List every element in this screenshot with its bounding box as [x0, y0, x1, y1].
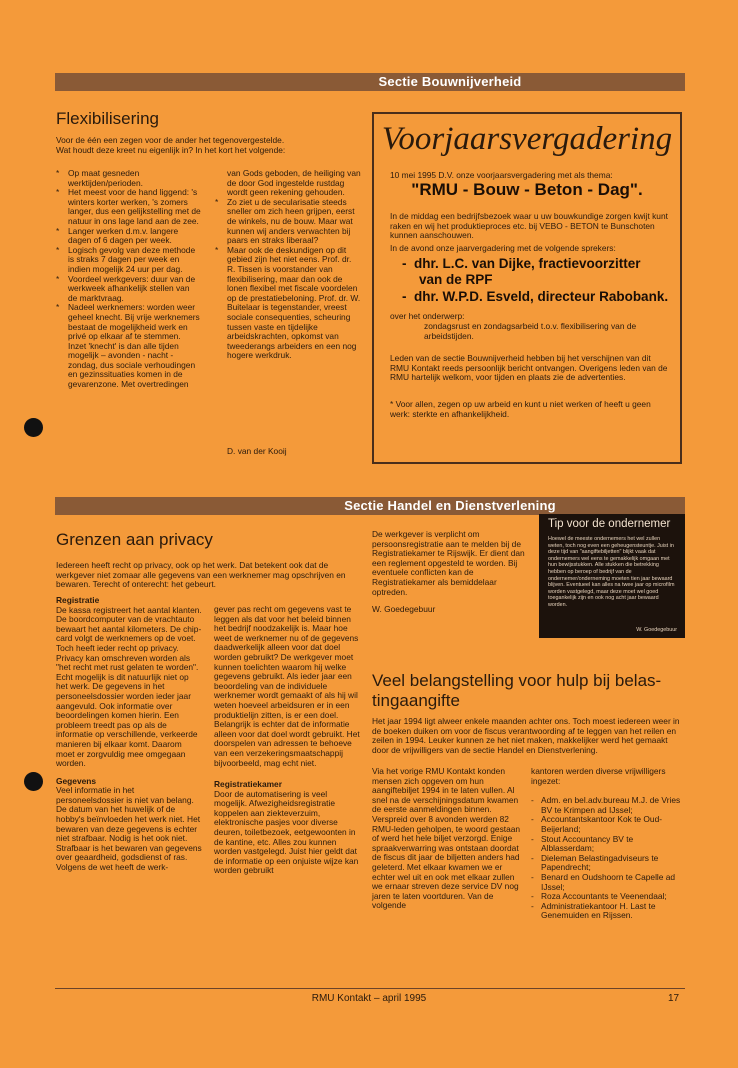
list-item: * Maar ook de deskundigen op dit gebied zijn het niet eens. Prof. dr. R. Tissen is voorstander van flexibilisering, maar dan ook de lonen flexibel met fiscale voordelen op de prestatiebeloning. Prof. dr. W. Buitelaar is tegenstander, vreest sociale consequenties, scheuring tussen vaste en tijdelijke arbeidskrachten, opkomst van tweederangs arbeiders en een nog hogere werkdruk.	[215, 246, 361, 361]
footer-title: RMU Kontakt – april 1995	[311, 993, 427, 1004]
belasting-column-2	[531, 767, 683, 921]
list-item: - Dieleman Belastingadviseurs te Papendrecht;	[531, 854, 683, 873]
voorjaar-avond: In de avond onze jaarvergadering met de volgende sprekers:	[390, 243, 616, 253]
list-item: - Stout Accountancy BV te Alblasserdam;	[531, 835, 683, 854]
privacy-column-3	[372, 530, 532, 615]
speaker-line: - dhr. W.P.D. Esveld, directeur Rabobank.	[402, 289, 669, 304]
privacy-intro: Iedereen heeft recht op privacy, ook op het werk. Dat betekent ook dat de werkgever niet zomaar alle gegevens van een werknemer mag opschrijven en bewaren. Terecht of onterecht: het gebeurt.	[56, 560, 346, 590]
flex-intro-line: Voor de één een zegen voor de ander het tegenovergestelde.	[56, 135, 285, 145]
paragraph: gever pas recht om gegevens vast te leggen als dat voor het beleid binnen het bedrijf noodzakelijk is. Maar hoe weet de werknemer nu of de gegevens daadwerkelijk alleen voor dat doel worden gebruikt? De werkgever moet kunnen toelichten waarom hij welke gegevens gebruikt. Als ieder jaar een beoordeling van de individuele werknemer wordt gemaakt of als hij wil weten hoeveel arbeidsuren er in een produktielijn zitten, is er een doel. Belangrijk is echter dat de informatie alleen voor dat doel wordt gebruikt. Het doorspelen van adressen te behoeve van een verzekeringsmaatschappij bijvoorbeeld, mag echt niet.	[214, 604, 360, 768]
slogan-text: Voor allen, zegen op uw arbeid en kunt u niet werken of heeft u geen werk: sterkte en afhankelijkheid.	[390, 399, 651, 419]
voorjaarsvergadering-box	[372, 112, 682, 464]
speaker-line: - dhr. L.C. van Dijke, fractievoorzitter	[402, 256, 641, 271]
voorjaarsvergadering-title: Voorjaarsvergadering	[381, 121, 673, 157]
voorjaar-middag: In de middag een bedrijfsbezoek waar u uw bouwkundige zorgen kwijt kunt raken en wij het produktieproces etc. bij VEBO - BETON te Bunschoten kunnen aanschouwen.	[390, 211, 668, 241]
article-title-privacy: Grenzen aan privacy	[56, 530, 213, 549]
list-item: * Nadeel werknemers: worden weer geheel knecht. Bij vrije werknemers bestaat de mogelijkheid werk en privé op elkaar af te stemmen. Inzet 'knecht' is dan alle tijden mogelijk – avonden - nacht - zondag, dus sociale verhoudingen en gezinssituaties komen in de gevarenzone. Met overtredingen	[56, 303, 201, 389]
punch-hole	[24, 772, 43, 791]
list-item: - Administratiekantoor H. Last te Genemuiden en Rijssen.	[531, 902, 683, 921]
article-title-belasting	[372, 671, 684, 711]
voorjaar-theme: "RMU - Bouw - Beton - Dag".	[411, 180, 643, 199]
belasting-intro: Het jaar 1994 ligt alweer enkele maanden achter ons. Toch moest iedereen weer in de boeken duiken om voor de fiscus verantwoording af te leggen van het reilen en zeilen in 1994. Leuker kunnen ze het niet maken, makkelijker werd het gemaakt door de vrijwilligers van de sectie Handel en Dienstverlening.	[372, 716, 680, 755]
title-line: tingaangifte	[372, 691, 460, 710]
paragraph: kantoren werden diverse vrijwilligers ingezet:	[531, 766, 666, 786]
speaker-name: dhr. L.C. van Dijke, fractievoorzitter	[414, 256, 641, 271]
list-item: - Accountantskantoor Kok te Oud-Beijerland;	[531, 815, 683, 834]
list-item: - Roza Accountants te Veenendaal;	[531, 892, 683, 902]
tip-box	[539, 514, 685, 638]
privacy-column-2	[214, 605, 360, 876]
section-title: Sectie Bouwnijverheid	[378, 74, 522, 89]
voorjaar-slogan: * Voor allen, zegen op uw arbeid en kunt u niet werken of heeft u geen werk: sterkte en afhankelijkheid.	[390, 399, 651, 419]
speaker-line: van de RPF	[419, 272, 493, 287]
voorjaar-leden: Leden van de sectie Bouwnijverheid hebben bij het verschijnen van dit RMU Kontakt reeds persoonlijk bericht ontvangen. Overigens leden van de RMU hartelijk welkom, voor tijden en plaats zie de advertenties.	[390, 353, 668, 383]
flex-intro-line: Wat houdt deze kreet nu eigenlijk in? In het kort het volgende:	[56, 144, 286, 155]
list-item: * Langer werken d.m.v. langere dagen of 6 dagen per week.	[56, 227, 201, 246]
tip-body: Hoewel de meeste ondernemers het wel zullen weten, toch nog even een geheugensteuntje. Juist in deze tijd van "aangiftebiljetten" blijkt vaak dat ondernemers wel eens te gemakkelijk omgaan met hun bewijsstukken. Alle stukken die betrekking hebben op beroep of bedrijf van de ondernemer/onderneming moeten tien jaar bewaard blijven. Eventueel kan alles na twee jaar op microfilm worden vastgelegd, maar deze moet wel goed toegankelijk zijn en ook nog acht jaar bewaard worden.	[548, 536, 675, 608]
article-title-flexibilisering: Flexibilisering	[56, 109, 159, 128]
list-item: * Het meest voor de hand liggend: 's winters korter werken, 's zomers langer, dus een gelijkstelling met de natuur in ons lage land aan de zee.	[56, 188, 201, 226]
paragraph: De werkgever is verplicht om persoonsregistratie aan te melden bij de Registratiekamer te Rijswijk. Er dient dan een reglement opgesteld te worden. Bij eventuele conflicten kan de Registratiekamer als bemiddelaar optreden.	[372, 529, 525, 597]
flex-column-1	[56, 169, 201, 390]
section-title: Sectie Handel en Dienstverlening	[344, 498, 556, 513]
paragraph: Echt mogelijk is dit natuurlijk niet op het werk. De gegevens in het personeelsdossier worden ieder jaar aangevuld. Ook informatie over beoordelingen komen hierin. Een probleem treedt pas op als de informatie op verschillende, verkeerde manieren bij elkaar komt. Daarom moet er zorgvuldig mee omgegaan worden.	[56, 671, 198, 769]
list-item: * Voordeel werkgevers: duur van de werkweek afhankelijk stellen van de marktvraag.	[56, 275, 201, 304]
onderwerp-text: zondagsrust en zondagsarbeid t.o.v. flexibilisering van de arbeidstijden.	[424, 321, 637, 341]
voorjaar-intro: 10 mei 1995 D.V. onze voorjaarsvergadering met als thema:	[390, 170, 613, 180]
flex-intro	[56, 136, 361, 155]
speaker-name: dhr. W.P.D. Esveld, directeur Rabobank.	[414, 289, 669, 304]
section-band-handel	[55, 497, 685, 515]
list-item: - Adm. en bel.adv.bureau M.J. de Vries BV te Krimpen ad IJssel;	[531, 796, 683, 815]
flex-continuation: van Gods geboden, de heiliging van de door God ingestelde rustdag wordt geen rekening gehouden.	[227, 168, 361, 198]
list-item: * Logisch gevolg van deze methode is straks 7 dagen per week en indien mogelijk 24 uur per dag.	[56, 246, 201, 275]
page-number: 17	[668, 993, 680, 1004]
list-item: - Benard en Oudshoorn te Capelle ad IJssel;	[531, 873, 683, 892]
flex-column-2	[215, 169, 361, 361]
tip-author: W. Goedegebuur	[636, 627, 677, 633]
list-item: * Op maat gesneden werktijden/perioden.	[56, 169, 201, 188]
paragraph: Door de automatisering is veel mogelijk. Afwezigheidsregistratie koppelen aan ziekteverzuim, elektronische pasjes voor diverse deuren, toiletbezoek, eetgewoonten in de kantine, etc. Alles zou kunnen worden vastgelegd. Juist hier geldt dat de informatie op een onjuiste wijze kan worden gebruikt	[214, 788, 359, 876]
belasting-column-1: Via het vorige RMU Kontakt konden mensen zich opgeven om hun aangiftebiljet 1994 in te laten vullen. Al snel na de verschijningsdatum kwamen de eerste aanmeldingen binnen. Verspreid over 8 avonden werden 82 RMU-leden geholpen, te woord gestaan of werd het hele biljet verzorgd. Enige spraakverwarring was ontstaan doordat de fiscus dit jaar de biljetten anders had geleterd. Met elkaar kwamen we er echter wel uit en ook met elkaar zullen we ernaar streven deze service DV nog jaren te laten voortduren. Van de volgende	[372, 766, 521, 911]
subheading: Gegevens	[56, 775, 97, 786]
section-band-bouw	[55, 73, 685, 91]
tip-title: Tip voor de ondernemer	[548, 518, 671, 530]
privacy-author: W. Goedegebuur	[372, 604, 436, 615]
privacy-column-1	[56, 596, 202, 873]
subheading: Registratiekamer	[214, 779, 282, 790]
title-line: Veel belangstelling voor hulp bij belas-	[372, 671, 662, 690]
paragraph: Veel informatie in het personeelsdossier is niet van belang. De datum van het huwelijk of de hobby's beïnvloeden het werk niet. Het bewaren van deze gegevens is echter niet strafbaar. Nodig is het ook niet. Strafbaar is het bewaren van gegevens over geaardheid, godsdienst of ras. Volgens de wet heeft de werk-	[56, 785, 202, 873]
list-item: * Zo ziet u de secularisatie steeds sneller om zich heen grijpen, eerst de winkels, nu de bouw. Maar wat kunnen wij anders verwachten bij paars en straks liberaal?	[215, 198, 361, 246]
paragraph: De kassa registreert het aantal klanten. De boordcomputer van de vrachtauto bewaart het aantal kilometers. De chip-card volgt de werknemers op de voet. Toch heeft ieder recht op privacy. Privacy kan omschreven worden als "het recht met rust gelaten te worden".	[56, 604, 202, 673]
subheading: Registratie	[56, 595, 100, 605]
onderwerp-label: over het onderwerp:	[390, 311, 465, 321]
footer-rule	[55, 988, 685, 989]
punch-hole	[24, 418, 43, 437]
flex-author: D. van der Kooij	[227, 446, 287, 456]
